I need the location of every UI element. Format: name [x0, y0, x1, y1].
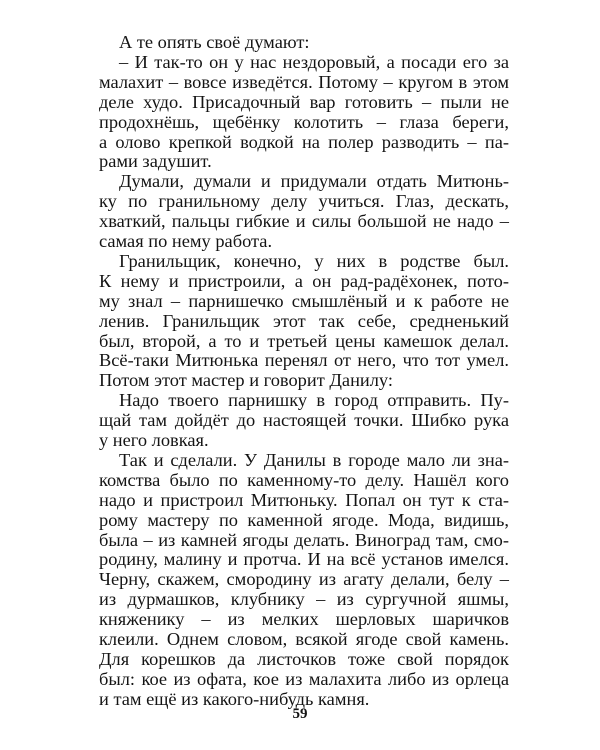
- text-line: клеили. Однем словом, всякой ягоде свой камень.: [99, 629, 509, 649]
- text-line: Для корешков да листочков тоже свой порядок: [99, 648, 509, 669]
- text-line: надо и пристроил Митюньку. Попал он тут к ста-: [99, 489, 509, 510]
- text-line: у него ловкая.: [99, 430, 209, 450]
- text-line: самая по нему работа.: [99, 231, 273, 251]
- text-line: был, второй, а то и третьей цены камешок делал.: [99, 330, 509, 351]
- text-line: Всё-таки Митюнька перенял от него, что тот умел.: [99, 350, 509, 371]
- text-line: Черну, скажем, смородину из агату делали, белу –: [99, 569, 509, 590]
- text-line: А те опять своё думают:: [119, 32, 310, 52]
- text-line: был: кое из офата, кое из малахита либо из орлеца: [99, 668, 509, 689]
- text-line: ленив. Гранильщик этот так себе, средненький: [99, 310, 509, 331]
- text-line: рому мастеру по каменной ягоде. Мода, видишь,: [99, 509, 509, 530]
- text-line: Надо твоего парнишку в город отправить. Пу-: [119, 390, 509, 411]
- text-line: ку по гранильному делу учиться. Глаз, дескать,: [99, 191, 509, 212]
- text-line: рами задушит.: [99, 151, 212, 172]
- text-line: Так и сделали. У Данилы в городе мало ли зна-: [119, 449, 509, 470]
- text-line: щай там дойдёт до настоящей точки. Шибко рука: [99, 410, 509, 431]
- text-line: К нему и пристроили, а он рад-радёхонек, пото-: [99, 270, 509, 291]
- text-line: Гранильщик, конечно, у них в родстве был.: [119, 250, 509, 271]
- text-line: продохнёшь, щебёнку колотить – глаза береги,: [99, 111, 509, 132]
- text-line: а олово крепкой водкой на полер разводить – па-: [99, 131, 509, 152]
- text-line: из дурмашков, клубнику – из сургучной яшмы,: [99, 589, 509, 610]
- text-line: Потом этот мастер и говорит Данилу:: [99, 370, 393, 391]
- text-line: – И так-то он у нас нездоровый, а посади его за: [119, 51, 509, 72]
- text-line: хваткий, пальцы гибкие и силы большой не надо –: [99, 211, 509, 232]
- text-line: малахит – вовсе изведётся. Потому – кругом в этом: [99, 71, 509, 92]
- text-line: была – из камней ягоды делать. Виноград там, смо-: [99, 529, 509, 550]
- text-line: комства было по каменному-то делу. Нашёл кого: [99, 469, 509, 490]
- text-line: Думали, думали и придумали отдать Митюнь-: [119, 171, 509, 192]
- text-line: и там ещё из какого-нибудь камня.: [99, 688, 370, 709]
- text-line: княженику – из мелких шерловых шаричков: [99, 609, 509, 630]
- text-line: му знал – парнишечко смышлёный и к работе не: [99, 290, 509, 311]
- text-line: родину, малину и протча. И на всё установ имелся.: [99, 549, 509, 570]
- page-number: 59: [292, 706, 308, 722]
- text-line: деле худо. Присадочный вар готовить – пыли не: [99, 91, 509, 112]
